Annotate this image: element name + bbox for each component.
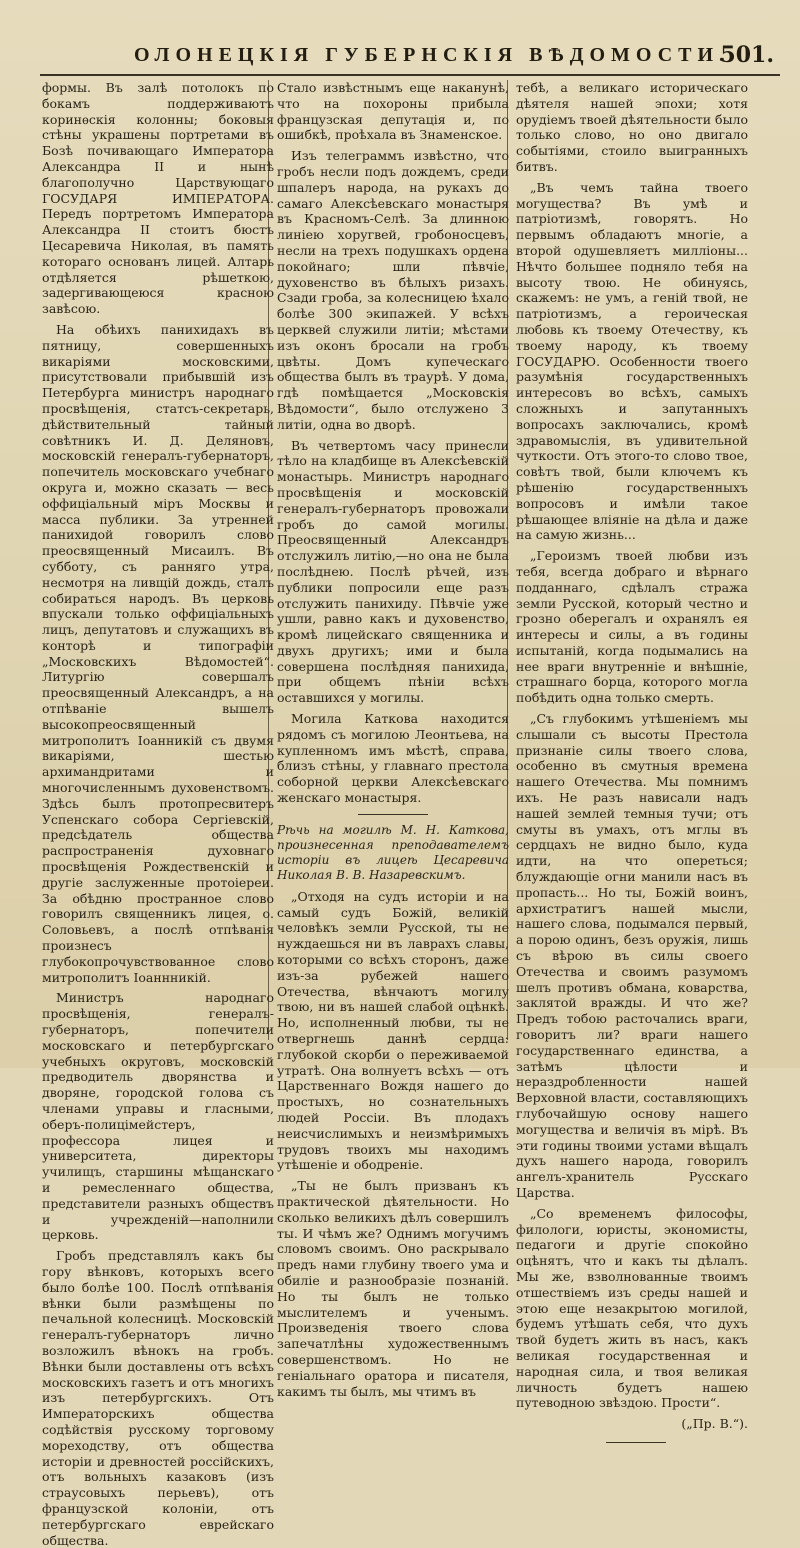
paragraph: „Въ чемъ тайна твоего могущества? Въ умѣ и патріотизмѣ, говорятъ. Но первымъ обладаютъ многіе, а второй одушевляетъ милліоны... Нѣчто большее подняло тебя на высоту твою. Не обинуясь, скажемъ: не умъ, а геній твой, не патріотизмъ, а героическая любовь къ твоему Отечеству, къ твоему народу, къ твоему ГОСУДАРЮ. Особенности твоего разумѣнія государственныхъ интересовъ во всѣхъ, самыхъ сложныхъ и запутанныхъ вопросахъ заключались, кромѣ здравомыслія, въ удивительной чуткости. Отъ этого-то слово твое, совѣтъ твой, были ключемъ къ рѣшенію государственныхъ вопросовъ и имѣли такое рѣшающее вліяніе на дѣла и даже на самую жизнь... [516, 179, 748, 543]
paragraph: На обѣихъ панихидахъ въ пятницу, совершенныхъ викаріями московскими, присутствовали прибывшій изъ Петербурга министръ народнаго просвѣщенія, статсъ-секретарь, дѣйствительный тайный совѣтникъ И. Д. Деляновъ, московскій генералъ-губернаторъ, попечитель московскаго учебнаго округа и, можно сказать — весь оффиціальный міръ Москвы и масса публики. За утренней панихидой говорилъ слово преосвященный Мисаилъ. Въ субботу, съ ранняго утра, несмотря на ливщій дождь, сталъ собираться народъ. Въ церковь впускали только оффиціальныхъ лицъ, депутатовъ и служащихъ въ конторѣ и типографіи „Московскихъ Вѣдомостей“. Литургію совершалъ преосвященный Александръ, а на отпѣваніе вышелъ высокопреосвященный митрополитъ Іоанникій съ двумя викаріями, шестью архимандритами и многочисленнымъ духовенствомъ. Здѣсь былъ протопресвитеръ Успенскаго собора Сергіевскій, предсѣдатель общества распространенія духовнаго просвѣщенія Рождественскій и другіе заслуженные протоіереи. За обѣдню пространное слово говорилъ священникъ лицея, о. Соловьевъ, а послѣ отпѣванія произнесъ глубокопрочувствованное слово митрополитъ Іоаннникій. [42, 321, 274, 985]
paragraph: „Со временемъ философы, филологи, юристы, экономисты, педагоги и другіе спокойно оцѣнятъ, что и какъ ты дѣлалъ. Мы же, взволнованные твоимъ отшествіемъ изъ среды нашей и этою еще незакрытою могилой, будемъ утѣшать себя, что духъ твой будетъ жить въ насъ, какъ великая государственная и народная сила, и твоя великая личность будетъ нашею путеводною звѣздою. Прости“. [516, 1205, 748, 1411]
paragraph: тебѣ, а великаго историческаго дѣятеля нашей эпохи; хотя орудіемъ твоей дѣятельности было только слово, но оно двигало событіями, стоило выигранныхъ битвъ. [516, 80, 749, 174]
source-attribution: („Пр. В.“). [681, 1416, 748, 1432]
newspaper-title: ОЛОНЕЦКІЯ ГУБЕРНСКІЯ ВѢДОМОСТИ. [134, 44, 731, 66]
column-2 [277, 80, 509, 1399]
masthead [40, 40, 780, 76]
paragraph: Могила Каткова находится рядомъ съ могилою Леонтьева, на купленномъ имъ мѣстѣ, справа, близъ стѣны, у главнаго престола соборной церкви Алексѣевскаго женскаго монастыря. [277, 711, 509, 806]
page-number: 501. [720, 42, 774, 68]
paragraph: „Отходя на судъ исторіи и на самый судъ Божій, великій человѣкъ земли Русской, ты не нуждаешься ни въ лаврахъ славы, которыми со всѣхъ сторонъ, даже изъ-за рубежей нашего Отечества, вѣнчаютъ могилу твою, ни въ нашей слабой оцѣнкѣ. Но, исполненный любви, ты не отвергнешь даннѣ сердца: глубокой скорби о переживаемой утратѣ. Она волнуетъ всѣхъ — отъ Царственнаго Вождя нашего до простыхъ, но сознательныхъ людей Россіи. Въ плодахъ неисчислимыхъ и неизмѣримыхъ трудовъ твоихъ мы находимъ утѣшеніе и ободреніе. [277, 888, 509, 1173]
paragraph: „Героизмъ твоей любви изъ тебя, всегда добраго и вѣрнаго подданнаго, сдѣлалъ стража земли Русской, который честно и грозно оберегалъ и охранялъ ея интересы и силы, а въ годины испытаній, когда подымались на нее враги внутренніе и внѣшніе, страшнаго борца, которого могла побѣдить одна только смерть. [516, 548, 748, 706]
paragraph: Министръ народнаго просвѣщенія, генералъ-губернаторъ, попечители московскаго и петербургскаго учебныхъ округовъ, московскій предводитель дворянства и дворяне, городской голова съ членами управы и гласными, оберъ-полицімейстеръ, профессора лицея и университета, директоры училищъ, старшины мѣщанскаго и ремесленнаго общества, представители разныхъ обществъ и учрежденій—наполнили церковь. [42, 990, 274, 1243]
paragraph: „Съ глубокимъ утѣшеніемъ мы слышали съ высоты Престола признаніе силы твоего слова, особенно въ смутныя времена нашего Отечества. Мы помнимъ ихъ. Не разъ нависали надъ нашей землей темныя тучи; отъ смуты въ умахъ, отъ мглы въ сердцахъ не видно было, куда идти, на что опереться; блуждающіе огни манили насъ въ пропасть... Но ты, Божій воинъ, архистратигъ нашей мысли, нашего слова, подымался первый, а порою одинъ, безъ оружія, лишь съ вѣрою въ силы своего Отечества и своимъ разумомъ шелъ противъ обмана, коварства, заклятой вражды. И что же? Предъ тобою расточались враги, говоритъ ли? враги нашего государственнаго единства, а затѣмъ цѣлости и нераздробленности нашей Верховной власти, составляющихъ глубочайшую основу нашего могущества и величія въ мірѣ. Въ эти годины твоими устами вѣщалъ духъ нашего народа, говорилъ ангелъ-хранитель Русскаго Царства. [516, 711, 748, 1200]
paragraph: „Ты не былъ призванъ къ практической дѣятельности. Но сколько великихъ дѣлъ совершилъ ты. И чѣмъ же? Однимъ могучимъ словомъ своимъ. Оно раскрывало предъ нами глубину твоего ума и обиліе и разнообразіе познаній. Но ты былъ не только мыслителемъ и ученымъ. Произведенія твоего слова запечатлѣны художественнымъ совершенствомъ. Но не геніальнаго оратора и писателя, какимъ ты былъ, мы чтимъ въ [277, 1178, 509, 1399]
paragraph: Изъ телеграммъ извѣстно, что гробъ несли подъ дождемъ, среди шпалеръ народа, на рукахъ до самаго Алексѣевскаго монастыря въ Красномъ-Селѣ. За длинною линіею хоругвей, гробоносцевъ, несли на трехъ подушкахъ ордена покойнаго; шли пѣвчіе, духовенство въ бѣлыхъ ризахъ. Сзади гроба, за колесницею ѣхало болѣе 300 экипажей. У всѣхъ церквей служили литіи; мѣстами изъ оконъ бросали на гробъ цвѣты. Домъ купеческаго общества былъ въ траурѣ. У дома, гдѣ помѣщается „Московскія Вѣдомости“, было отслужено 3 литіи, одна во дворѣ. [277, 148, 509, 432]
paragraph: Стало извѣстнымъ еще наканунѣ, что на похороны прибыла французская депутація и, по ошибкѣ, проѣхала въ Знаменское. [277, 80, 509, 143]
paragraph: формы. Въ залѣ потолокъ по бокамъ поддерживаютъ коринѳскія колонны; боковыя стѣны украшены портретами въ Бозѣ почивающаго Императора Александра II и нынѣ благополучно Царствующаго ГОСУДАРЯ ИМПЕРАТОРА. Передъ портретомъ Императора Александра II стоитъ бюстъ Цесаревича Николая, въ память котораго основанъ лицей. Алтарь отдѣляется рѣшеткою, задергивающеюся красною завѣсою. [42, 80, 274, 317]
column-1 [42, 80, 274, 1548]
section-separator [358, 814, 428, 815]
column-3 [516, 80, 749, 1432]
end-rule [606, 1442, 666, 1443]
paragraph: Гробъ представлялъ какъ бы гору вѣнковъ, которыхъ всего было болѣе 100. Послѣ отпѣванія вѣнки были размѣщены по печальной колесницѣ. Московскій генералъ-губернаторъ лично возложилъ вѣнокъ на гробъ. Вѣнки были доставлены отъ всѣхъ московскихъ газетъ и отъ многихъ изъ петербургскихъ. Отъ Императорскихъ общества содѣйствія русскому торговому мореходству, отъ общества исторіи и древностей россійскихъ, отъ вольныхъ казаковъ (изъ страусовыхъ перьевъ), отъ французской колоніи, отъ петербургскаго еврейскаго общества. [42, 1248, 274, 1548]
paragraph: Въ четвертомъ часу принесли тѣло на кладбище въ Алексѣевскій монастырь. Министръ народнаго просвѣщенія и московскій генералъ-губернаторъ провожали гробъ до самой могилы. Преосвященный Александръ отслужилъ литію,—но она не была послѣднею. Послѣ рѣчей, изъ публики попросили еще разъ отслужить панихиду. Пѣвчіе уже ушли, равно какъ и духовенство, кромѣ лицейскаго священника и двухъ другихъ; ими и была совершена послѣдняя панихида, при общемъ пѣніи всѣхъ оставшихся у могилы. [277, 437, 509, 706]
speech-heading: Рѣчь на могилѣ М. Н. Каткова, произнесенная преподавателемъ исторіи въ лицеѣ Цесаревича Николая В. В. Назаревскимъ. [277, 822, 509, 882]
